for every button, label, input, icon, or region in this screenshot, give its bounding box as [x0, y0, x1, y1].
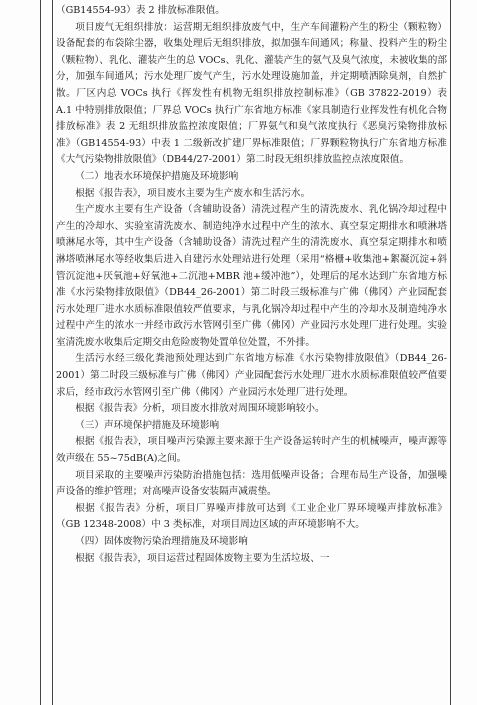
section-heading-noise: （三）声环境保护措施及环境影响 — [75, 419, 220, 431]
paragraph-wastewater-impact: 根据《报告表》分析，项目废水排放对周围环境影响较小。 — [75, 403, 325, 415]
table-column-divider — [52, 0, 53, 705]
paragraph-domestic-sewage: 生活污水经三级化粪池预处理达到广东省地方标准《水污染物排放限值》（DB44_26-2001）第二时段三级标准与广佛（佛冈）产业园配套污水处理厂进水水质标准限值较严值要求后，经市政污水管网引至广佛（佛冈）产业园污水处理厂进行处理。 — [56, 353, 447, 398]
document-body — [56, 3, 447, 567]
paragraph-noise-impact: 根据《报告表》分析，项目厂界噪声排放可达到《工业企业厂界环境噪声排放标准》（GB 12348-2008）中 3 类标准，对项目周边区域的声环境影响不大。 — [56, 502, 447, 531]
section-heading-solid-waste: （四）固体废物污染治理措施及环境影响 — [75, 536, 248, 547]
paragraph-solid-waste: 根据《报告表》，项目运营过程固体废物主要为生活垃圾、一 — [75, 552, 330, 564]
paragraph-wastewater-overview: 根据《报告表》，项目废水主要为生产废水和生活污水。 — [75, 187, 311, 199]
paragraph-production-wastewater: 生产废水主要有生产设备（含辅助设备）清洗过程产生的清洗废水、乳化锅冷却过程中产生的冷却水、实验室清洗废水、制造纯净水过程中产生的浓水、真空泵定期排水和喷淋塔喷淋尾水等，其中生产设备（含辅助设备）清洗过程产生的清洗废水、真空泵定期排水和喷淋塔喷淋尾水等经收集后进入自建污水处理站进行处理（采用“格栅+收集池+絮凝沉淀+斜管沉淀池+厌氧池+好氧池+二沉池+MBR 池+缓冲池”），处理后的尾水达到广东省地方标准《水污染物排放限值》（DB44_26-2001）第二时段三级标准与广佛（佛冈）产业园配套污水处理厂进水水质标准限值较严值要求，与乳化锅冷却过程中产生的冷却水及制造纯净水过程中产生的浓水一并经市政污水管网引至广佛（佛冈）产业园污水处理厂进行处理。实验室清洗废水收集后定期交由危险废物处置单位处置，不外排。 — [56, 204, 447, 348]
paragraph-noise-measures: 项目采取的主要噪声污染防治措施包括：选用低噪声设备；合理布局生产设备，加强噪声设备的维护管理；对高噪声设备安装隔声减震垫。 — [56, 469, 447, 498]
section-heading-surface-water: （二）地表水环境保护措施及环境影响 — [75, 170, 239, 182]
paragraph-fugitive-emissions: 项目废气无组织排放：运营期无组织排放废气中，生产车间灌粉产生的粉尘（颗粒物）设备配套的布袋除尘器，收集处理后无组织排放，拟加强车间通风；称量、投料产生的粉尘（颗粒物）、乳化、灌装产生的总 VOCs、乳化、灌装产生的氨气及臭气浓度，未被收集的部分，加强车间通风；污水处理厂废气产生，污水处理设施加盖，并定期喷洒除臭剂，自然扩散。厂区内总 VOCs 执行《挥发性有机物无组织排放控制标准》（GB 37822-2019）表 A.1 中特别排放限值；厂界总 VOCs 执行广东省地方标准《家具制造行业挥发性有机化合物排放标准》表 2 无组织排放监控浓度限值；厂界氨气和臭气浓度执行《恶臭污染物排放标准》（GB14554-93）中表 1 二级新改扩建厂界标准限值；厂界颗粒物执行广东省地方标准《大气污染物排放限值》（DB44/27-2001）第二时段无组织排放监控点浓度限值。 — [56, 21, 447, 166]
paragraph-noise-sources: 根据《报告表》，项目噪声污染源主要来源于生产设备运转时产生的机械噪声，噪声源等效声级在 55~75dB(A)之间。 — [56, 436, 447, 465]
paragraph-standard-continuation: （GB14554-93）表 2 排放标准限值。 — [56, 5, 225, 16]
